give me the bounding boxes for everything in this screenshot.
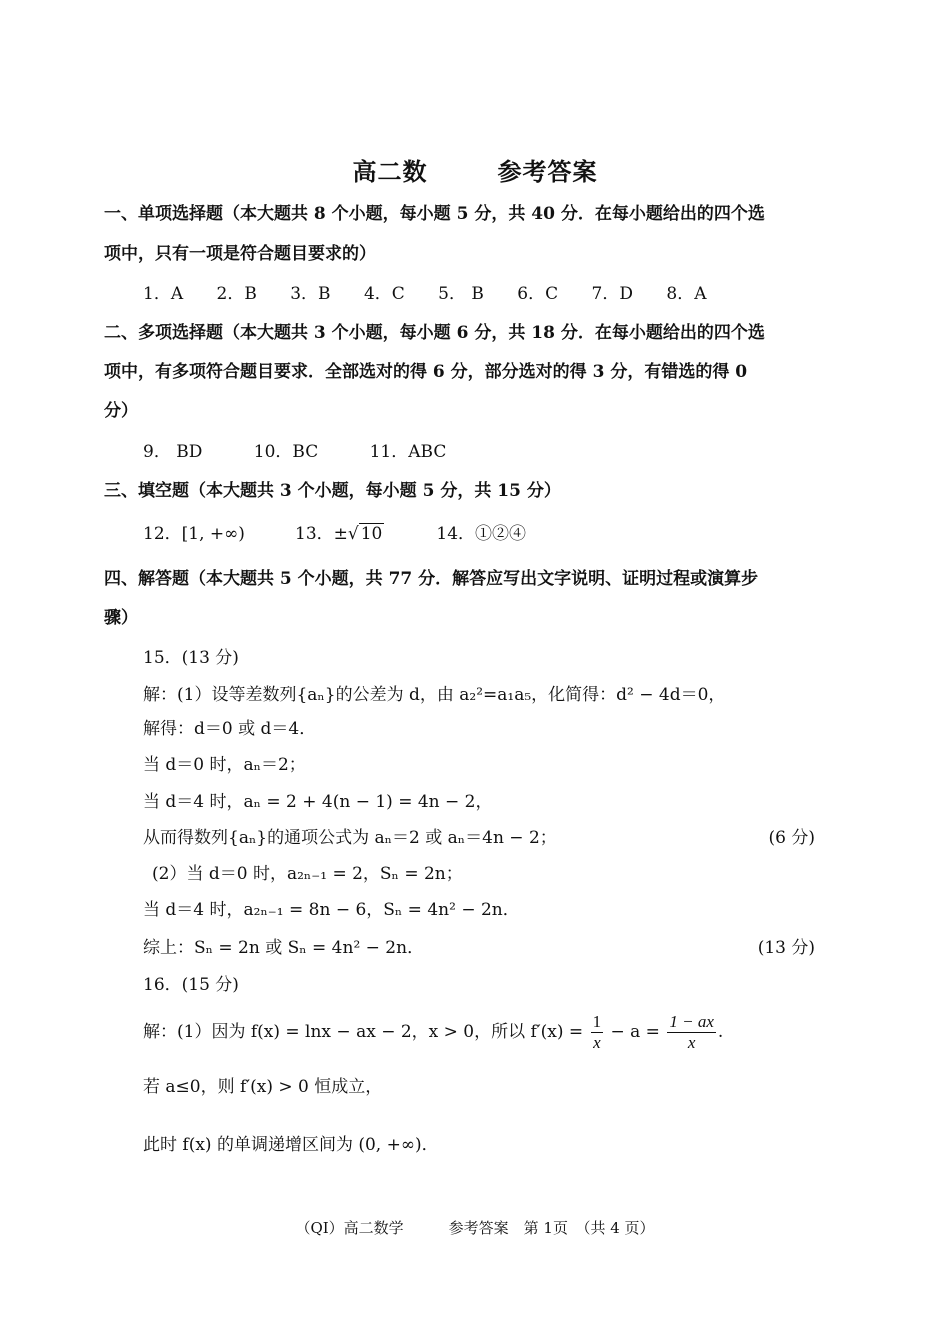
section-4-heading-cont: 骤） bbox=[104, 608, 138, 628]
q15-score-1: (6 分) bbox=[768, 828, 815, 848]
fraction-1-minus-ax-over-x: $\frac{1 - ax}{x}$ bbox=[669, 1012, 714, 1052]
section-2-answers bbox=[143, 440, 474, 464]
answer-3: 3．B bbox=[290, 284, 331, 304]
section-2-heading: 二、多项选择题（本大题共 3 个小题，每小题 6 分，共 18 分．在每小题给出的四个选 bbox=[104, 323, 765, 343]
section-3-heading: 三、填空题（本大题共 3 个小题，每小题 5 分，共 15 分） bbox=[104, 481, 561, 501]
q15-line-8: 综上：Sₙ = 2n 或 Sₙ = 4n² − 2n． bbox=[143, 938, 425, 958]
title-right: 参考答案 bbox=[497, 157, 598, 186]
section-3-answers bbox=[143, 522, 526, 546]
page-footer: （QI）高二数学 参考答案 第 1页 （共 4 页） bbox=[295, 1219, 655, 1237]
q16-line-2: 若 a≤0，则 f′(x) > 0 恒成立， bbox=[143, 1077, 383, 1097]
section-2-heading-cont2: 分） bbox=[104, 401, 138, 421]
answer-7: 7．D bbox=[591, 284, 633, 304]
fraction-1-over-x: $\frac{1}{x}$ bbox=[592, 1012, 602, 1052]
answer-1: 1．A bbox=[143, 284, 184, 304]
section-1-heading-cont: 项中，只有一项是符合题目要求的） bbox=[104, 244, 376, 264]
title-left: 高二数 bbox=[352, 157, 428, 186]
q15-line-1: 解：(1）设等差数列{aₙ}的公差为 d，由 a₂²=a₁a₅，化简得：d² − 4d＝0， bbox=[143, 685, 726, 705]
q15-line-4: 当 d＝4 时，aₙ = 2 + 4(n − 1) = 4n − 2， bbox=[143, 792, 493, 812]
q15-line-3: 当 d＝0 时，aₙ＝2； bbox=[143, 755, 306, 775]
answer-6: 6．C bbox=[517, 284, 559, 304]
answer-11: 11．ABC bbox=[369, 442, 447, 462]
section-4-heading: 四、解答题（本大题共 5 个小题，共 77 分．解答应写出文字说明、证明过程或演算步 bbox=[104, 569, 759, 589]
answer-4: 4．C bbox=[363, 284, 405, 304]
q15-line-6: (2）当 d＝0 时，a₂ₙ₋₁ = 2，Sₙ = 2n； bbox=[152, 864, 463, 884]
answer-5: 5． B bbox=[438, 284, 484, 304]
q16-line-1: 解：(1）因为 f(x) = lnx − ax − 2，x > 0，所以 f′(x) = $\frac{1}{x}$ − a = $\frac{1 - ax}{x}$ . bbox=[143, 1012, 724, 1052]
section-1-answers bbox=[143, 282, 734, 306]
answer-9: 9． BD bbox=[143, 442, 203, 462]
answer-12: 12．[1, +∞) bbox=[143, 524, 245, 544]
q15-score-2: (13 分) bbox=[757, 938, 815, 958]
q16-label: 16．(15 分) bbox=[143, 975, 239, 995]
q15-line-7: 当 d＝4 时，a₂ₙ₋₁ = 8n − 6，Sₙ = 4n² − 2n． bbox=[143, 900, 520, 920]
q15-label: 15．(13 分) bbox=[143, 648, 239, 668]
q15-line-5: 从而得数列{aₙ}的通项公式为 aₙ＝2 或 aₙ＝4n − 2； bbox=[143, 828, 557, 848]
answer-8: 8．A bbox=[666, 284, 707, 304]
q16-line-1-mid: − a = bbox=[610, 1022, 660, 1042]
section-2-heading-cont: 项中，有多项符合题目要求．全部选对的得 6 分，部分选对的得 3 分，有错选的得 0 bbox=[104, 362, 748, 382]
answer-2: 2．B bbox=[216, 284, 257, 304]
answer-14: 14．①②④ bbox=[436, 524, 527, 544]
answer-13: 13．±√ 10 bbox=[295, 524, 383, 544]
page-title bbox=[0, 152, 950, 187]
q15-line-2: 解得：d＝0 或 d＝4． bbox=[143, 719, 317, 739]
answer-10: 10．BC bbox=[253, 442, 319, 462]
q16-line-3: 此时 f(x) 的单调递增区间为 (0, +∞)． bbox=[143, 1135, 439, 1155]
section-1-heading: 一、单项选择题（本大题共 8 个小题，每小题 5 分，共 40 分．在每小题给出的四个选 bbox=[104, 204, 765, 224]
q16-line-1-text: 解：(1）因为 f(x) = lnx − ax − 2，x > 0，所以 f′(x) = bbox=[143, 1022, 584, 1042]
